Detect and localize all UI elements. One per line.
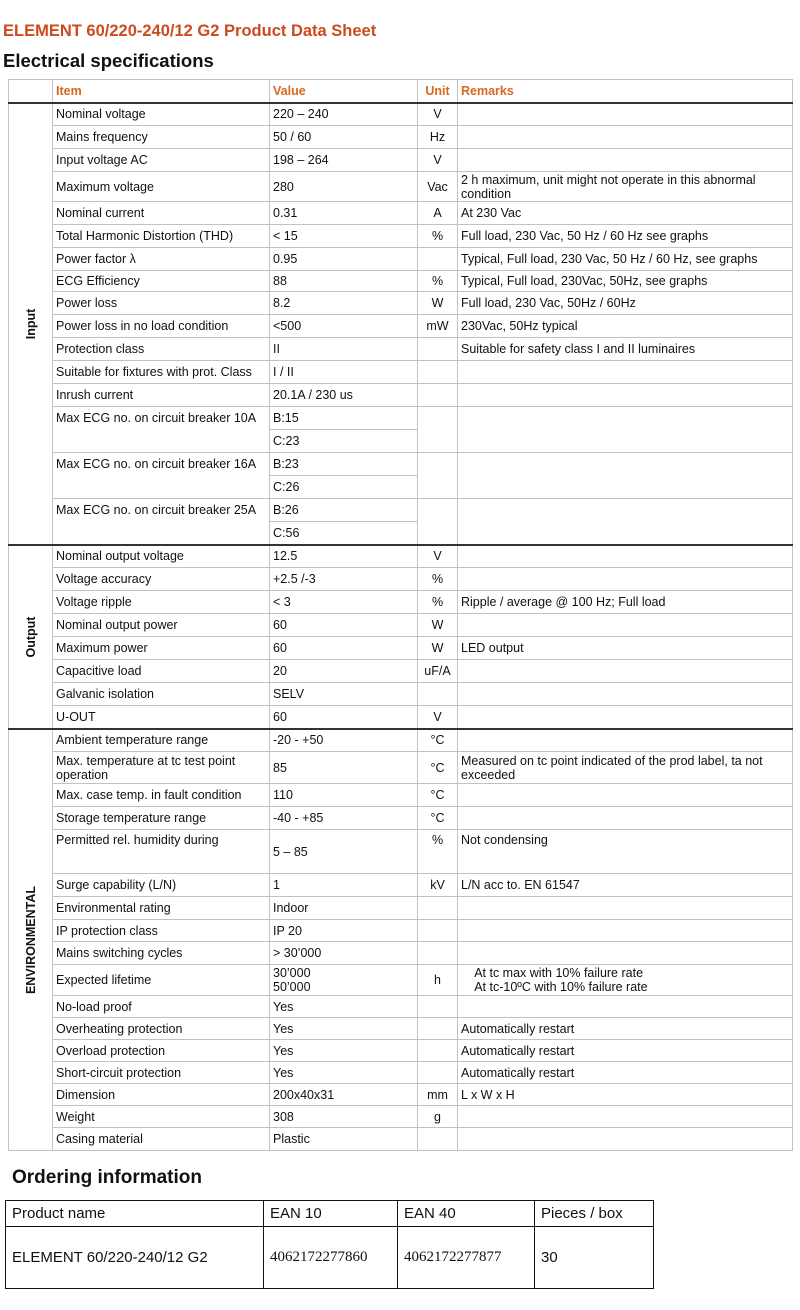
spec-value: 5 – 85 [270, 830, 418, 874]
spec-item: Power loss [53, 292, 270, 315]
spec-remarks [458, 1128, 793, 1151]
spec-row [9, 545, 793, 568]
spec-remarks: Measured on tc point indicated of the prod label, ta not exceeded [458, 752, 793, 784]
spec-unit [418, 1128, 458, 1151]
spec-remarks: At tc max with 10% failure rate At tc-10ºC with 10% failure rate [458, 965, 793, 996]
spec-remarks: L x W x H [458, 1084, 793, 1106]
spec-item: Voltage ripple [53, 591, 270, 614]
spec-row [9, 1040, 793, 1062]
electrical-specifications-table [8, 79, 793, 1151]
spec-remarks [458, 729, 793, 752]
group-label-cell [9, 545, 53, 729]
spec-unit [418, 407, 458, 453]
spec-value: IP 20 [270, 920, 418, 942]
spec-item: Dimension [53, 1084, 270, 1106]
spec-row [9, 499, 793, 522]
spec-unit: % [418, 568, 458, 591]
spec-row [9, 126, 793, 149]
spec-unit: °C [418, 729, 458, 752]
spec-remarks: Typical, Full load, 230Vac, 50Hz, see graphs [458, 271, 793, 292]
spec-row [9, 591, 793, 614]
spec-value: Plastic [270, 1128, 418, 1151]
spec-remarks [458, 807, 793, 830]
spec-remarks [458, 499, 793, 545]
ordering-pieces: 30 [535, 1227, 654, 1289]
spec-item: Nominal current [53, 202, 270, 225]
spec-value: Indoor [270, 897, 418, 920]
spec-value: 12.5 [270, 545, 418, 568]
spec-value: 88 [270, 271, 418, 292]
spec-item: Maximum voltage [53, 172, 270, 202]
spec-item: Input voltage AC [53, 149, 270, 172]
group-label: ENVIRONMENTAL [23, 885, 38, 994]
spec-unit: A [418, 202, 458, 225]
spec-row [9, 614, 793, 637]
spec-unit [418, 897, 458, 920]
spec-remarks: Suitable for safety class I and II luminaires [458, 338, 793, 361]
spec-item: No-load proof [53, 996, 270, 1018]
spec-row [9, 1018, 793, 1040]
spec-row [9, 784, 793, 807]
spec-row [9, 292, 793, 315]
document-title: ELEMENT 60/220-240/12 G2 Product Data Sheet [3, 22, 377, 40]
spec-remarks [458, 568, 793, 591]
spec-remarks: Not condensing [458, 830, 793, 874]
spec-value: 50 / 60 [270, 126, 418, 149]
spec-row [9, 453, 793, 476]
spec-item: Max. case temp. in fault condition [53, 784, 270, 807]
header-item: Item [53, 80, 270, 103]
spec-item: U-OUT [53, 706, 270, 729]
ordering-table [5, 1200, 654, 1289]
spec-value: I / II [270, 361, 418, 384]
spec-remarks [458, 614, 793, 637]
spec-row [9, 407, 793, 430]
spec-unit [418, 996, 458, 1018]
spec-row [9, 637, 793, 660]
spec-remarks: Typical, Full load, 230 Vac, 50 Hz / 60 Hz, see graphs [458, 248, 793, 271]
spec-value: 198 – 264 [270, 149, 418, 172]
section-title: Electrical specifications [3, 50, 214, 71]
spec-unit: V [418, 103, 458, 126]
spec-remarks: 230Vac, 50Hz typical [458, 315, 793, 338]
ordering-product-name: ELEMENT 60/220-240/12 G2 [6, 1227, 264, 1289]
spec-item: Nominal output power [53, 614, 270, 637]
spec-item: Protection class [53, 338, 270, 361]
spec-row [9, 683, 793, 706]
spec-row [9, 1084, 793, 1106]
spec-value: 85 [270, 752, 418, 784]
spec-unit: Vac [418, 172, 458, 202]
spec-value: 110 [270, 784, 418, 807]
spec-remarks [458, 683, 793, 706]
ordering-header-ean40: EAN 40 [398, 1201, 535, 1227]
spec-row [9, 1106, 793, 1128]
spec-unit [418, 453, 458, 499]
spec-row [9, 202, 793, 225]
spec-unit: kV [418, 874, 458, 897]
spec-unit: h [418, 965, 458, 996]
spec-item: Max ECG no. on circuit breaker 10A [53, 407, 270, 453]
spec-unit: uF/A [418, 660, 458, 683]
spec-unit [418, 248, 458, 271]
spec-unit [418, 338, 458, 361]
spec-value: B:26 [270, 499, 418, 522]
spec-remarks: Automatically restart [458, 1062, 793, 1084]
spec-value: 20 [270, 660, 418, 683]
spec-value: SELV [270, 683, 418, 706]
spec-remarks: 2 h maximum, unit might not operate in this abnormal condition [458, 172, 793, 202]
spec-item: Overload protection [53, 1040, 270, 1062]
spec-value: 60 [270, 637, 418, 660]
spec-value: 308 [270, 1106, 418, 1128]
spec-unit [418, 942, 458, 965]
spec-unit: Hz [418, 126, 458, 149]
spec-row [9, 807, 793, 830]
group-label-cell [9, 103, 53, 545]
spec-value: B:15 [270, 407, 418, 430]
spec-item: IP protection class [53, 920, 270, 942]
spec-item: Max. temperature at tc test point operation [53, 752, 270, 784]
spec-value: C:26 [270, 476, 418, 499]
spec-value: 0.31 [270, 202, 418, 225]
spec-unit: °C [418, 784, 458, 807]
spec-row [9, 706, 793, 729]
spec-remarks: Automatically restart [458, 1018, 793, 1040]
spec-row [9, 172, 793, 202]
spec-remarks [458, 996, 793, 1018]
spec-unit [418, 683, 458, 706]
group-label: Output [23, 616, 38, 657]
ordering-header-ean10: EAN 10 [264, 1201, 398, 1227]
spec-unit [418, 499, 458, 545]
spec-item: Capacitive load [53, 660, 270, 683]
spec-item: Power factor λ [53, 248, 270, 271]
spec-remarks [458, 103, 793, 126]
spec-value: 200x40x31 [270, 1084, 418, 1106]
spec-item: Ambient temperature range [53, 729, 270, 752]
spec-row [9, 225, 793, 248]
spec-remarks: Full load, 230 Vac, 50 Hz / 60 Hz see graphs [458, 225, 793, 248]
spec-row [9, 1062, 793, 1084]
spec-item: Nominal output voltage [53, 545, 270, 568]
spec-value: Yes [270, 1062, 418, 1084]
spec-remarks: Full load, 230 Vac, 50Hz / 60Hz [458, 292, 793, 315]
spec-row [9, 830, 793, 874]
spec-value: 60 [270, 706, 418, 729]
spec-item: Voltage accuracy [53, 568, 270, 591]
spec-unit: V [418, 545, 458, 568]
spec-value: Yes [270, 996, 418, 1018]
spec-value: C:23 [270, 430, 418, 453]
ordering-header-pieces: Pieces / box [535, 1201, 654, 1227]
spec-remarks [458, 407, 793, 453]
spec-value: 20.1A / 230 us [270, 384, 418, 407]
spec-remarks [458, 784, 793, 807]
spec-value: II [270, 338, 418, 361]
spec-value: 30’000 50’000 [270, 965, 418, 996]
spec-unit: V [418, 706, 458, 729]
ordering-ean40: 4062172277877 [398, 1227, 535, 1289]
spec-value: 280 [270, 172, 418, 202]
spec-row [9, 1128, 793, 1151]
spec-row [9, 920, 793, 942]
spec-row [9, 103, 793, 126]
spec-unit [418, 1040, 458, 1062]
spec-row [9, 149, 793, 172]
spec-unit: % [418, 830, 458, 874]
spec-item: Short-circuit protection [53, 1062, 270, 1084]
spec-value: Yes [270, 1018, 418, 1040]
spec-unit: °C [418, 752, 458, 784]
spec-item: Nominal voltage [53, 103, 270, 126]
spec-row [9, 752, 793, 784]
spec-unit: °C [418, 807, 458, 830]
spec-item: Surge capability (L/N) [53, 874, 270, 897]
spec-row [9, 996, 793, 1018]
spec-remarks [458, 1106, 793, 1128]
spec-item: Max ECG no. on circuit breaker 25A [53, 499, 270, 545]
spec-item: Expected lifetime [53, 965, 270, 996]
spec-item: Weight [53, 1106, 270, 1128]
ordering-ean10: 4062172277860 [264, 1227, 398, 1289]
group-header [9, 80, 53, 103]
spec-remarks [458, 545, 793, 568]
spec-remarks [458, 920, 793, 942]
spec-unit [418, 361, 458, 384]
spec-remarks: Automatically restart [458, 1040, 793, 1062]
spec-item: Total Harmonic Distortion (THD) [53, 225, 270, 248]
spec-row [9, 965, 793, 996]
spec-row [9, 568, 793, 591]
spec-remarks [458, 660, 793, 683]
spec-item: Mains frequency [53, 126, 270, 149]
group-label: Input [23, 308, 38, 339]
spec-value: -20 - +50 [270, 729, 418, 752]
spec-value: 1 [270, 874, 418, 897]
group-label-cell [9, 729, 53, 1151]
spec-row [9, 361, 793, 384]
spec-remarks [458, 897, 793, 920]
spec-item: ECG Efficiency [53, 271, 270, 292]
spec-remarks: LED output [458, 637, 793, 660]
spec-value: Yes [270, 1040, 418, 1062]
spec-row [9, 271, 793, 292]
spec-row [9, 248, 793, 271]
spec-unit: W [418, 637, 458, 660]
spec-row [9, 729, 793, 752]
spec-item: Power loss in no load condition [53, 315, 270, 338]
ordering-title: Ordering information [12, 1167, 202, 1188]
spec-item: Storage temperature range [53, 807, 270, 830]
spec-value: -40 - +85 [270, 807, 418, 830]
spec-remarks: L/N acc to. EN 61547 [458, 874, 793, 897]
spec-value: 60 [270, 614, 418, 637]
spec-unit: g [418, 1106, 458, 1128]
spec-item: Casing material [53, 1128, 270, 1151]
spec-unit: % [418, 591, 458, 614]
spec-unit: V [418, 149, 458, 172]
spec-item: Inrush current [53, 384, 270, 407]
spec-remarks [458, 453, 793, 499]
spec-unit: mW [418, 315, 458, 338]
ordering-header-product: Product name [6, 1201, 264, 1227]
spec-unit [418, 1018, 458, 1040]
spec-row [9, 384, 793, 407]
spec-unit: W [418, 292, 458, 315]
spec-item: Permitted rel. humidity during [53, 830, 270, 874]
spec-value: 220 – 240 [270, 103, 418, 126]
spec-value: 8.2 [270, 292, 418, 315]
spec-value: C:56 [270, 522, 418, 545]
spec-row [9, 897, 793, 920]
spec-item: Galvanic isolation [53, 683, 270, 706]
spec-value: 0.95 [270, 248, 418, 271]
spec-remarks: Ripple / average @ 100 Hz; Full load [458, 591, 793, 614]
spec-value: <500 [270, 315, 418, 338]
spec-remarks [458, 149, 793, 172]
spec-remarks [458, 706, 793, 729]
spec-unit: % [418, 225, 458, 248]
spec-row [9, 874, 793, 897]
spec-item: Suitable for fixtures with prot. Class [53, 361, 270, 384]
spec-unit [418, 920, 458, 942]
spec-item: Environmental rating [53, 897, 270, 920]
spec-unit [418, 384, 458, 407]
spec-value: < 3 [270, 591, 418, 614]
spec-item: Max ECG no. on circuit breaker 16A [53, 453, 270, 499]
spec-item: Mains switching cycles [53, 942, 270, 965]
spec-value: +2.5 /-3 [270, 568, 418, 591]
spec-row [9, 315, 793, 338]
spec-row [9, 942, 793, 965]
ordering-header-row [6, 1201, 654, 1227]
spec-item: Overheating protection [53, 1018, 270, 1040]
spec-row [9, 338, 793, 361]
header-unit: Unit [418, 80, 458, 103]
ordering-row [6, 1227, 654, 1289]
header-remarks: Remarks [458, 80, 793, 103]
spec-remarks [458, 942, 793, 965]
spec-remarks [458, 384, 793, 407]
spec-remarks [458, 126, 793, 149]
spec-unit: mm [418, 1084, 458, 1106]
spec-unit [418, 1062, 458, 1084]
header-value: Value [270, 80, 418, 103]
spec-value: < 15 [270, 225, 418, 248]
spec-item: Maximum power [53, 637, 270, 660]
spec-row [9, 660, 793, 683]
spec-value: B:23 [270, 453, 418, 476]
spec-value: > 30’000 [270, 942, 418, 965]
spec-remarks [458, 361, 793, 384]
spec-unit: W [418, 614, 458, 637]
spec-unit: % [418, 271, 458, 292]
spec-remarks: At 230 Vac [458, 202, 793, 225]
